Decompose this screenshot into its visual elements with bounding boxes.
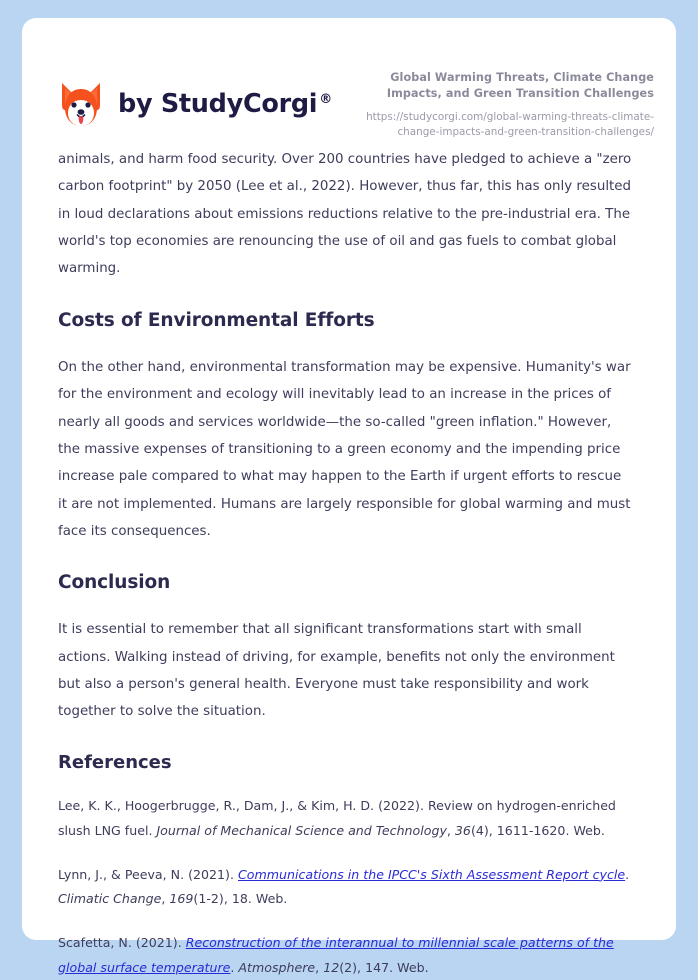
reference-issue-pages: (4), 1611-1620. Web.: [470, 822, 605, 838]
brand-logo-group[interactable]: [58, 79, 332, 129]
reference-authors-year: Lee, K. K., Hoogerbrugge, R., Dam, J., & Kim, H. D. (2022). Review on hydrogen-enriched slush LNG fuel.: [58, 798, 616, 838]
reference-authors-year: Scafetta, N. (2021).: [58, 935, 186, 951]
section-paragraph-costs: On the other hand, environmental transformation may be expensive. Humanity's war for the environment and ecology will inevitably lead to an increase in the prices of nearly all goods and services worldwide—the so-called "green inflation." However, the massive expenses of transitioning to a green economy and the impending price increase pale compared to what may happen to the Earth if urgent efforts to rescue it are not implemented. Humans are largely responsible for global warming and must face its consequences.: [58, 359, 631, 539]
reference-title-link[interactable]: Reconstruction of the interannual to millennial scale patterns of the global surface temperature: [58, 935, 614, 975]
section-heading-costs: Costs of Environmental Efforts: [58, 309, 375, 331]
header-meta: [332, 68, 654, 139]
reference-volume: 169: [169, 891, 194, 907]
reference-journal: Atmosphere: [238, 959, 316, 975]
section-heading-conclusion: Conclusion: [58, 572, 171, 594]
page-url: https://studycorgi.com/global-warming-threats-climate-change-impacts-and-green-transition-challenges/: [366, 111, 654, 138]
corgi-logo-icon: [58, 79, 104, 129]
reference-journal: Journal of Mechanical Science and Technology: [156, 822, 447, 838]
section-heading-references: References: [58, 751, 172, 773]
document-body: [22, 146, 676, 980]
reference-issue-pages: (2), 147. Web.: [339, 959, 429, 975]
reference-journal: Climatic Change: [58, 891, 162, 907]
reference-entry: [58, 794, 632, 843]
reference-authors-year: Lynn, J., & Peeva, N. (2021).: [58, 866, 238, 882]
document-header: [22, 18, 676, 146]
reference-volume: 36: [454, 822, 471, 838]
page-title: Global Warming Threats, Climate Change Impacts, and Green Transition Challenges: [386, 71, 654, 101]
reference-separator: .: [625, 866, 630, 882]
brand-wordmark: [118, 89, 332, 119]
reference-separator: .: [230, 959, 239, 975]
reference-entry: [58, 863, 632, 912]
registered-trademark-icon: ®: [319, 91, 332, 107]
document-page-card: [22, 18, 676, 975]
reference-separator: ,: [446, 822, 455, 838]
reference-volume: 12: [323, 959, 340, 975]
reference-comma: ,: [315, 959, 324, 975]
intro-paragraph: animals, and harm food security. Over 200 countries have pledged to achieve a "zero carbon footprint" by 2050 (Lee et al., 2022). However, thus far, this has only resulted in loud declarations about emissions reductions relative to the pre-industrial era. The world's top economies are renouncing the use of oil and gas fuels to combat global warming.: [58, 152, 632, 277]
brand-name-text: by StudyCorgi: [118, 89, 318, 119]
section-references: [58, 752, 632, 980]
section-costs-of-environmental-efforts: [58, 309, 632, 546]
reference-issue-pages: (1-2), 18. Web.: [193, 891, 288, 907]
section-paragraph-conclusion: It is essential to remember that all significant transformations start with small actions. Walking instead of driving, for example, benefits not only the environment but also a person's general health. Everyone must take responsibility and work together to solve the situation.: [58, 622, 615, 720]
reference-title-link[interactable]: Communications in the IPCC's Sixth Assessment Report cycle: [237, 866, 626, 882]
reference-comma: ,: [161, 891, 170, 907]
reference-entry: [58, 931, 632, 980]
section-conclusion: [58, 571, 632, 726]
